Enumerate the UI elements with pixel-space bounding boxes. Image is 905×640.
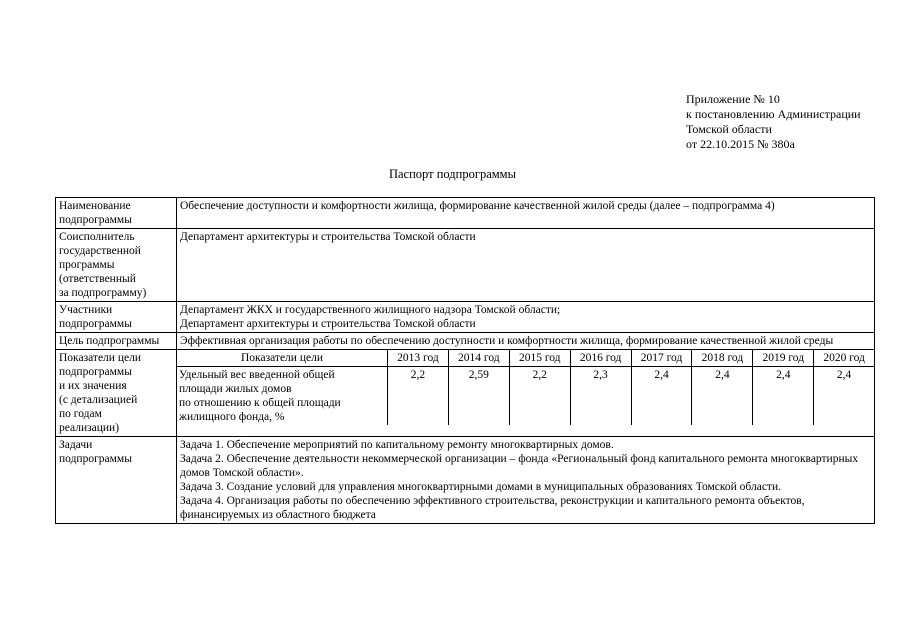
row-participants-value <box>177 302 875 333</box>
row-name-label <box>56 198 177 229</box>
row-tasks-label-line: подпрограммы <box>59 453 132 465</box>
appendix-block <box>686 92 861 152</box>
value-cell: 2,4 <box>814 367 874 426</box>
row-coexecutor <box>56 229 875 302</box>
row-name-label-line: подпрограммы <box>59 214 132 226</box>
indicator-description-line: площади жилых домов <box>179 383 292 395</box>
row-coexecutor-label-line: государственной <box>59 245 141 257</box>
task-item: Задача 2. Обеспечение деятельности некоммерческой организации – фонда «Региональный фонд капитального ремонта многоквартирных домов Томской области». <box>180 453 859 479</box>
row-indicators-label <box>56 350 177 437</box>
indicator-description-line: по отношению к общей площади <box>179 397 341 409</box>
row-coexecutor-label-line: (ответственный <box>59 273 136 285</box>
year-cell: 2016 год <box>570 350 631 367</box>
value-cell: 2,59 <box>448 367 509 426</box>
participant-item: Департамент ЖКХ и государственного жилищного надзора Томской области; <box>180 304 561 316</box>
year-cell: 2014 год <box>448 350 509 367</box>
value-cell: 2,4 <box>631 367 692 426</box>
indicators-header: Показатели цели <box>177 350 388 367</box>
row-tasks-value <box>177 437 875 524</box>
indicator-description-line: жилищного фонда, % <box>179 411 285 423</box>
row-participants-label-line: подпрограммы <box>59 318 132 330</box>
appendix-line-1: Приложение № 10 <box>686 92 780 106</box>
year-cell: 2013 год <box>388 350 449 367</box>
row-indicators-label-line: и их значения <box>59 380 127 392</box>
row-goal <box>56 333 875 350</box>
value-cell: 2,2 <box>388 367 449 426</box>
row-participants-label-line: Участники <box>59 304 113 316</box>
row-tasks-label-line: Задачи <box>59 439 93 451</box>
row-participants-label <box>56 302 177 333</box>
year-cell: 2015 год <box>509 350 570 367</box>
passport-table <box>55 197 875 524</box>
indicator-description <box>177 367 388 426</box>
value-cell: 2,3 <box>570 367 631 426</box>
value-cell: 2,2 <box>509 367 570 426</box>
row-coexecutor-label-line: за подпрограмму) <box>59 287 147 299</box>
row-participants <box>56 302 875 333</box>
indicators-table-cell <box>177 350 875 437</box>
row-name-value: Обеспечение доступности и комфортности жилища, формирование качественной жилой среды (далее – подпрограмма 4) <box>177 198 875 229</box>
row-coexecutor-label <box>56 229 177 302</box>
year-cell: 2017 год <box>631 350 692 367</box>
year-cell: 2019 год <box>753 350 814 367</box>
appendix-line-4: от 22.10.2015 № 380а <box>686 137 795 151</box>
appendix-line-2: к постановлению Администрации <box>686 107 861 121</box>
row-indicators <box>56 350 875 437</box>
task-item: Задача 4. Организация работы по обеспечению эффективного строительства, реконструкции и капитального ремонта объектов, финансируемых из областного бюджета <box>180 495 805 521</box>
row-indicators-label-line: Показатели цели <box>59 352 141 364</box>
row-goal-value: Эффективная организация работы по обеспечению доступности и комфортности жилища, формирование качественной жилой среды <box>177 333 875 350</box>
value-cell: 2,4 <box>753 367 814 426</box>
row-goal-label: Цель подпрограммы <box>56 333 177 350</box>
page-title: Паспорт подпрограммы <box>388 167 516 181</box>
row-coexecutor-value: Департамент архитектуры и строительства Томской области <box>177 229 875 302</box>
year-cell: 2018 год <box>692 350 753 367</box>
task-item: Задача 3. Создание условий для управления многоквартирными домами в муниципальных образованиях Томской области. <box>180 481 781 493</box>
indicators-table <box>177 350 874 425</box>
indicator-description-line: Удельный вес введенной общей <box>179 369 335 381</box>
row-indicators-label-line: подпрограммы <box>59 366 132 378</box>
appendix-line-3: Томской области <box>686 122 772 136</box>
participant-item: Департамент архитектуры и строительства Томской области <box>180 318 476 330</box>
row-name-label-line: Наименование <box>59 200 131 212</box>
indicators-value-row <box>177 367 874 426</box>
row-tasks-label <box>56 437 177 524</box>
row-indicators-label-line: (с детализацией <box>59 394 138 406</box>
row-coexecutor-label-line: Соисполнитель <box>59 231 135 243</box>
year-cell: 2020 год <box>814 350 874 367</box>
task-item: Задача 1. Обеспечение мероприятий по капитальному ремонту многоквартирных домов. <box>180 439 614 451</box>
row-tasks <box>56 437 875 524</box>
indicators-header-row <box>177 350 874 367</box>
row-indicators-label-line: реализации) <box>59 422 120 434</box>
value-cell: 2,4 <box>692 367 753 426</box>
row-coexecutor-label-line: программы <box>59 259 115 271</box>
row-indicators-label-line: по годам <box>59 408 102 420</box>
row-name <box>56 198 875 229</box>
